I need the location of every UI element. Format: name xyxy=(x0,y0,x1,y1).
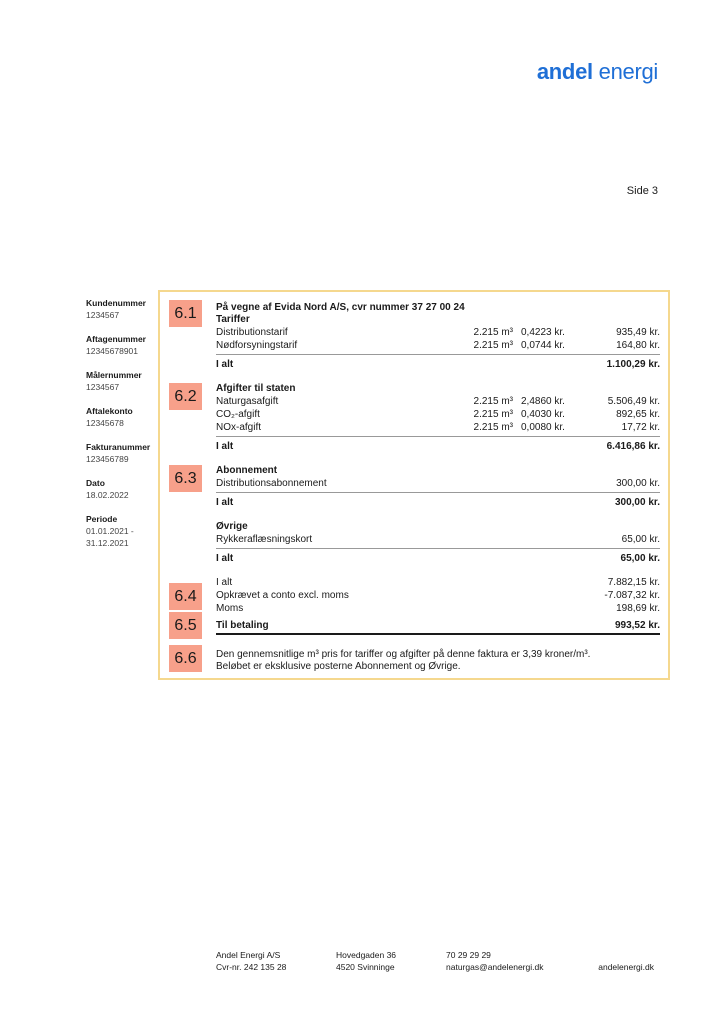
line-item: NOx-afgift 2.215 m³ 0,0080 kr. 17,72 kr. xyxy=(216,422,660,433)
section-title: Abonnement xyxy=(216,465,278,476)
section-title: På vegne af Evida Nord A/S, cvr nummer 37 27 00 24 xyxy=(216,302,465,313)
customer-info xyxy=(86,298,161,562)
subtotal-row: I alt 1.100,29 kr. xyxy=(216,359,660,370)
footer-contact xyxy=(446,949,543,973)
summary-row: Opkrævet a conto excl. moms -7.087,32 kr. xyxy=(216,590,660,601)
line-item: Distributionstarif 2.215 m³ 0,4223 kr. 935,49 kr. xyxy=(216,327,660,338)
average-price-note: Den gennemsnitlige m³ pris for tariffer og afgifter på denne faktura er 3,39 kroner/m³. Beløbet er eksklusive posterne Abonnement og Øvrige. xyxy=(216,649,591,672)
line-item: Naturgasafgift 2.215 m³ 2,4860 kr. 5.506,49 kr. xyxy=(216,396,660,407)
section-badge: 6.4 xyxy=(169,583,202,610)
total-to-pay-row: Til betaling 993,52 kr. xyxy=(216,620,660,631)
agreement-account: Aftalekonto 12345678 xyxy=(86,406,133,428)
footer-address: Hovedgaden 36 4520 Svinninge xyxy=(336,950,397,972)
subtotal-row: I alt 300,00 kr. xyxy=(216,497,660,508)
line-item: Distributionsabonnement 300,00 kr. xyxy=(216,478,660,489)
billing-period: Periode 01.01.2021 - 31.12.2021 xyxy=(86,514,134,548)
line-item: CO₂-afgift 2.215 m³ 0,4030 kr. 892,65 kr. xyxy=(216,409,660,420)
invoice-date: Dato 18.02.2022 xyxy=(86,478,129,500)
andel-energi-logo: andel energi xyxy=(536,59,658,84)
footer-phone: 70 29 29 29 xyxy=(446,950,491,960)
section-subtitle: Tariffer xyxy=(216,314,250,325)
subtotal-row: I alt 6.416,86 kr. xyxy=(216,441,660,452)
footer-website[interactable]: andelenergi.dk xyxy=(598,962,654,972)
section-badge: 6.5 xyxy=(169,612,202,639)
page-number: Side 3 xyxy=(626,185,658,197)
section-title: Øvrige xyxy=(216,521,248,532)
footer-email[interactable]: naturgas@andelenergi.dk xyxy=(446,962,544,972)
subtotal-row: I alt 65,00 kr. xyxy=(216,553,660,564)
footer-company: Andel Energi A/S Cvr-nr. 242 135 28 xyxy=(216,950,287,972)
line-item: Rykkeraflæsningskort 65,00 kr. xyxy=(216,534,660,545)
divider xyxy=(216,354,660,355)
divider xyxy=(216,436,660,437)
consumer-number: Aftagenummer 12345678901 xyxy=(86,334,146,356)
meter-number: Målernummer 1234567 xyxy=(86,370,142,392)
invoice-number: Fakturanummer 123456789 xyxy=(86,442,151,464)
section-badge: 6.6 xyxy=(169,645,202,672)
total-divider xyxy=(216,633,660,635)
section-title: Afgifter til staten xyxy=(216,383,296,394)
summary-row: I alt 7.882,15 kr. xyxy=(216,577,660,588)
section-badge: 6.2 xyxy=(169,383,202,410)
customer-number: Kundenummer 1234567 xyxy=(86,298,146,320)
line-item: Nødforsyningstarif 2.215 m³ 0,0744 kr. 164,80 kr. xyxy=(216,340,660,351)
divider xyxy=(216,548,660,549)
summary-row: Moms 198,69 kr. xyxy=(216,603,660,614)
section-badge: 6.1 xyxy=(169,300,202,327)
divider xyxy=(216,492,660,493)
section-badge: 6.3 xyxy=(169,465,202,492)
